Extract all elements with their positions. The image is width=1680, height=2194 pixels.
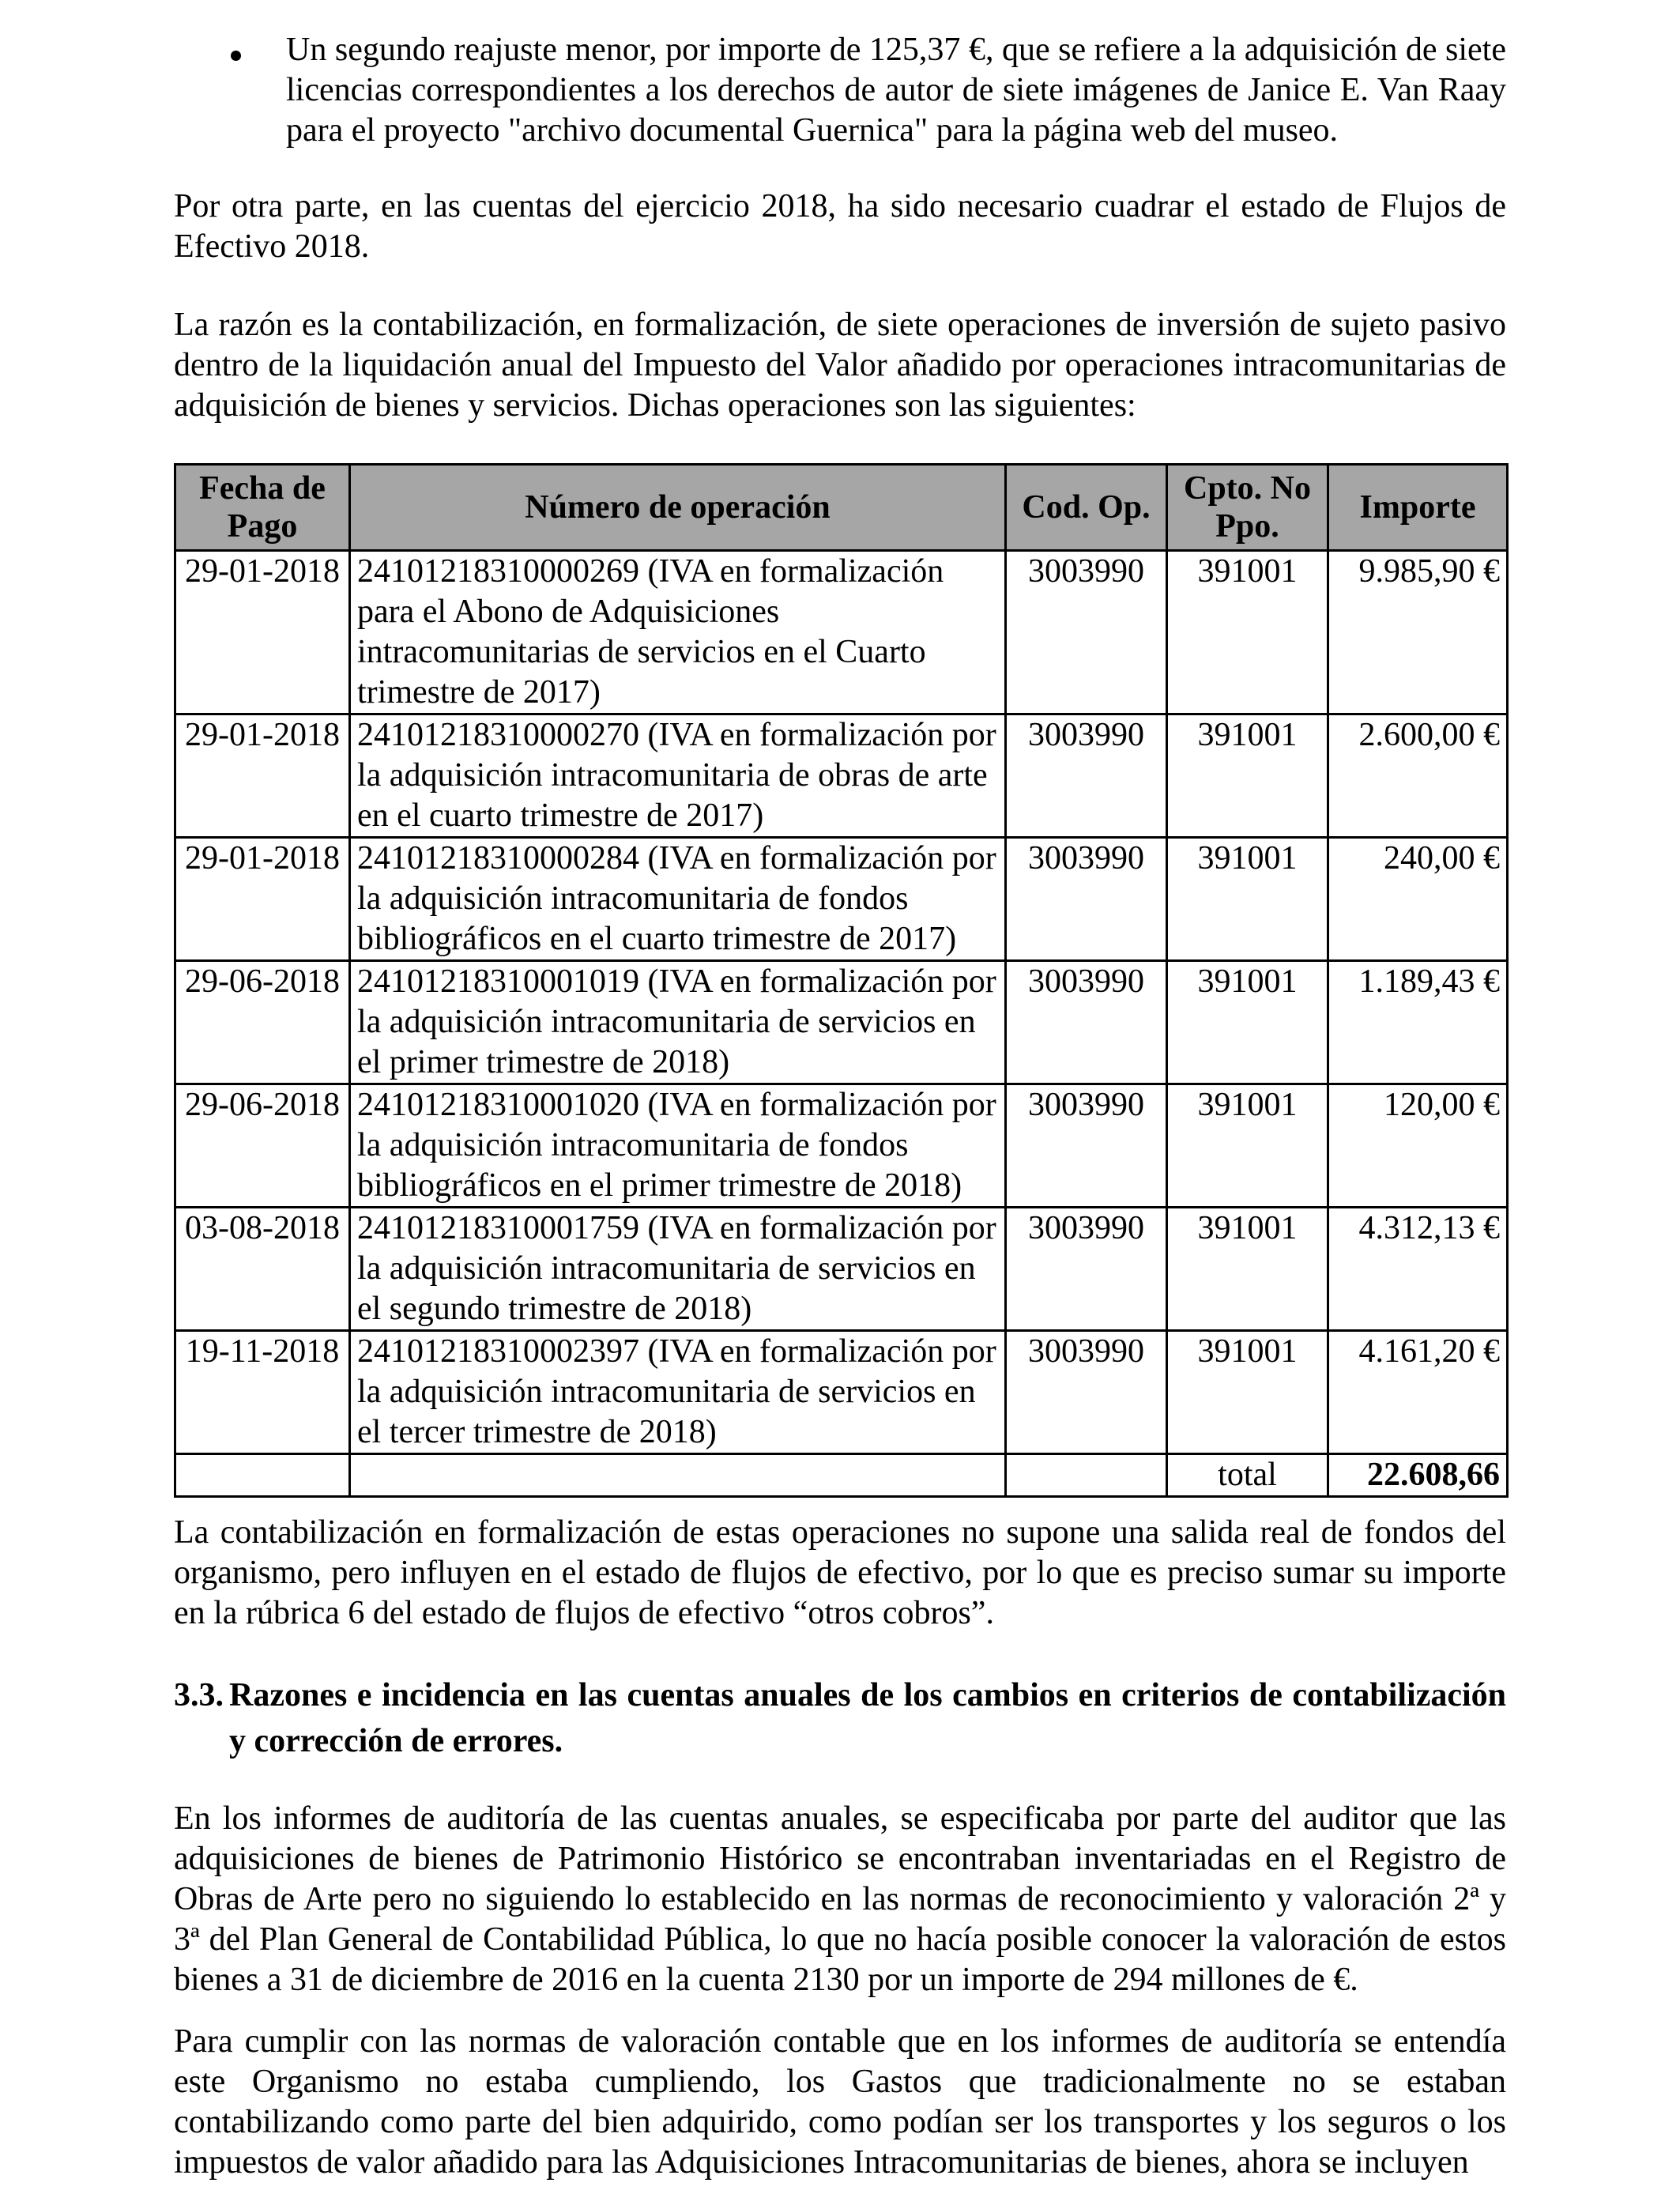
- cell-cpto: 391001: [1167, 551, 1328, 714]
- cell-numero: 24101218310000270 (IVA en formalización por la adquisición intracomunitaria de obras de arte en el cuarto trimestre de 2017): [350, 714, 1006, 838]
- cell-cpto: 391001: [1167, 1208, 1328, 1331]
- cell-fecha: 03-08-2018: [175, 1208, 350, 1331]
- paragraph-razon: La razón es la contabilización, en formalización, de siete operaciones de inversión de sujeto pasivo dentro de la liquidación anual del Impuesto del Valor añadido por operaciones intracomunitarias de adquisición de bienes y servicios. Dichas operaciones son las siguientes:: [174, 307, 1506, 424]
- header-cpto: Cpto. No Ppo.: [1167, 465, 1328, 551]
- cell-cod: 3003990: [1006, 551, 1167, 714]
- cell-numero: 24101218310000284 (IVA en formalización por la adquisición intracomunitaria de fondos bibliográficos en el cuarto trimestre de 2017): [350, 838, 1006, 961]
- cell-fecha: 19-11-2018: [175, 1331, 350, 1454]
- cell-numero: 24101218310001759 (IVA en formalización por la adquisición intracomunitaria de servicios en el segundo trimestre de 2018): [350, 1208, 1006, 1331]
- cell-cpto: 391001: [1167, 1084, 1328, 1208]
- cell-empty: [175, 1454, 350, 1497]
- cell-importe: 4.161,20 €: [1328, 1331, 1508, 1454]
- cell-importe: 4.312,13 €: [1328, 1208, 1508, 1331]
- total-label: total: [1167, 1454, 1328, 1497]
- table-header-row: [175, 465, 1508, 551]
- table-row: [175, 838, 1508, 961]
- cell-empty: [350, 1454, 1006, 1497]
- table-row: [175, 714, 1508, 838]
- cell-numero: 24101218310002397 (IVA en formalización por la adquisición intracomunitaria de servicios en el tercer trimestre de 2018): [350, 1331, 1006, 1454]
- cell-fecha: 29-01-2018: [175, 551, 350, 714]
- cell-cod: 3003990: [1006, 838, 1167, 961]
- section-title: Razones e incidencia en las cuentas anuales de los cambios en criterios de contabilización y corrección de errores.: [229, 1677, 1506, 1759]
- cell-fecha: 29-06-2018: [175, 961, 350, 1084]
- paragraph-auditoria: En los informes de auditoría de las cuentas anuales, se especificaba por parte del auditor que las adquisiciones de bienes de Patrimonio Histórico se encontraban inventariadas en el Registro de Obras de Arte pero no siguiendo lo establecido en las normas de reconocimiento y valoración 2ª y 3ª del Plan General de Contabilidad Pública, lo que no hacía posible conocer la valoración de estos bienes a 31 de diciembre de 2016 en la cuenta 2130 por un importe de 294 millones de €.: [174, 1800, 1506, 1998]
- operations-table: [174, 463, 1509, 1498]
- cell-cpto: 391001: [1167, 714, 1328, 838]
- cell-importe: 2.600,00 €: [1328, 714, 1508, 838]
- cell-importe: 240,00 €: [1328, 838, 1508, 961]
- cell-cod: 3003990: [1006, 714, 1167, 838]
- header-fecha: Fecha de Pago: [175, 465, 350, 551]
- total-value: 22.608,66: [1328, 1454, 1508, 1497]
- header-cod: Cod. Op.: [1006, 465, 1167, 551]
- cell-numero: 24101218310001019 (IVA en formalización por la adquisición intracomunitaria de servicios en el primer trimestre de 2018): [350, 961, 1006, 1084]
- paragraph-normas: Para cumplir con las normas de valoración contable que en los informes de auditoría se entendía este Organismo no estaba cumpliendo, los Gastos que tradicionalmente no se estaban contabilizando como parte del bien adquirido, como podían ser los transportes y los seguros o los impuestos de valor añadido para las Adquisiciones Intracomunitarias de bienes, ahora se incluyen: [174, 2023, 1506, 2181]
- cell-empty: [1006, 1454, 1167, 1497]
- header-numero: Número de operación: [350, 465, 1006, 551]
- cell-importe: 120,00 €: [1328, 1084, 1508, 1208]
- table-total-row: [175, 1454, 1508, 1497]
- cell-cod: 3003990: [1006, 1208, 1167, 1331]
- cell-cpto: 391001: [1167, 961, 1328, 1084]
- cell-numero: 24101218310000269 (IVA en formalización para el Abono de Adquisiciones intracomunitarias de servicios en el Cuarto trimestre de 2017): [350, 551, 1006, 714]
- paragraph-flujos: Por otra parte, en las cuentas del ejercicio 2018, ha sido necesario cuadrar el estado de Flujos de Efectivo 2018.: [174, 188, 1506, 265]
- header-importe: Importe: [1328, 465, 1508, 551]
- table-row: [175, 961, 1508, 1084]
- cell-cod: 3003990: [1006, 1084, 1167, 1208]
- table-row: [175, 1331, 1508, 1454]
- cell-cpto: 391001: [1167, 838, 1328, 961]
- cell-numero: 24101218310001020 (IVA en formalización por la adquisición intracomunitaria de fondos bibliográficos en el primer trimestre de 2018): [350, 1084, 1006, 1208]
- table-row: [175, 1208, 1508, 1331]
- bullet-icon: [231, 51, 241, 61]
- cell-fecha: 29-06-2018: [175, 1084, 350, 1208]
- cell-cod: 3003990: [1006, 1331, 1167, 1454]
- cell-fecha: 29-01-2018: [175, 714, 350, 838]
- paragraph-contabilizacion: La contabilización en formalización de estas operaciones no supone una salida real de fondos del organismo, pero influyen en el estado de flujos de efectivo, por lo que es preciso sumar su importe en la rúbrica 6 del estado de flujos de efectivo “otros cobros”.: [174, 1514, 1506, 1631]
- section-number: 3.3.: [174, 1677, 224, 1713]
- table-row: [175, 551, 1508, 714]
- cell-importe: 1.189,43 €: [1328, 961, 1508, 1084]
- table-row: [175, 1084, 1508, 1208]
- cell-cod: 3003990: [1006, 961, 1167, 1084]
- bullet-text: Un segundo reajuste menor, por importe de 125,37 €, que se refiere a la adquisición de siete licencias correspondientes a los derechos de autor de siete imágenes de Janice E. Van Raay para el proyecto "archivo documental Guernica" para la página web del museo.: [286, 32, 1506, 149]
- cell-importe: 9.985,90 €: [1328, 551, 1508, 714]
- cell-fecha: 29-01-2018: [175, 838, 350, 961]
- cell-cpto: 391001: [1167, 1331, 1328, 1454]
